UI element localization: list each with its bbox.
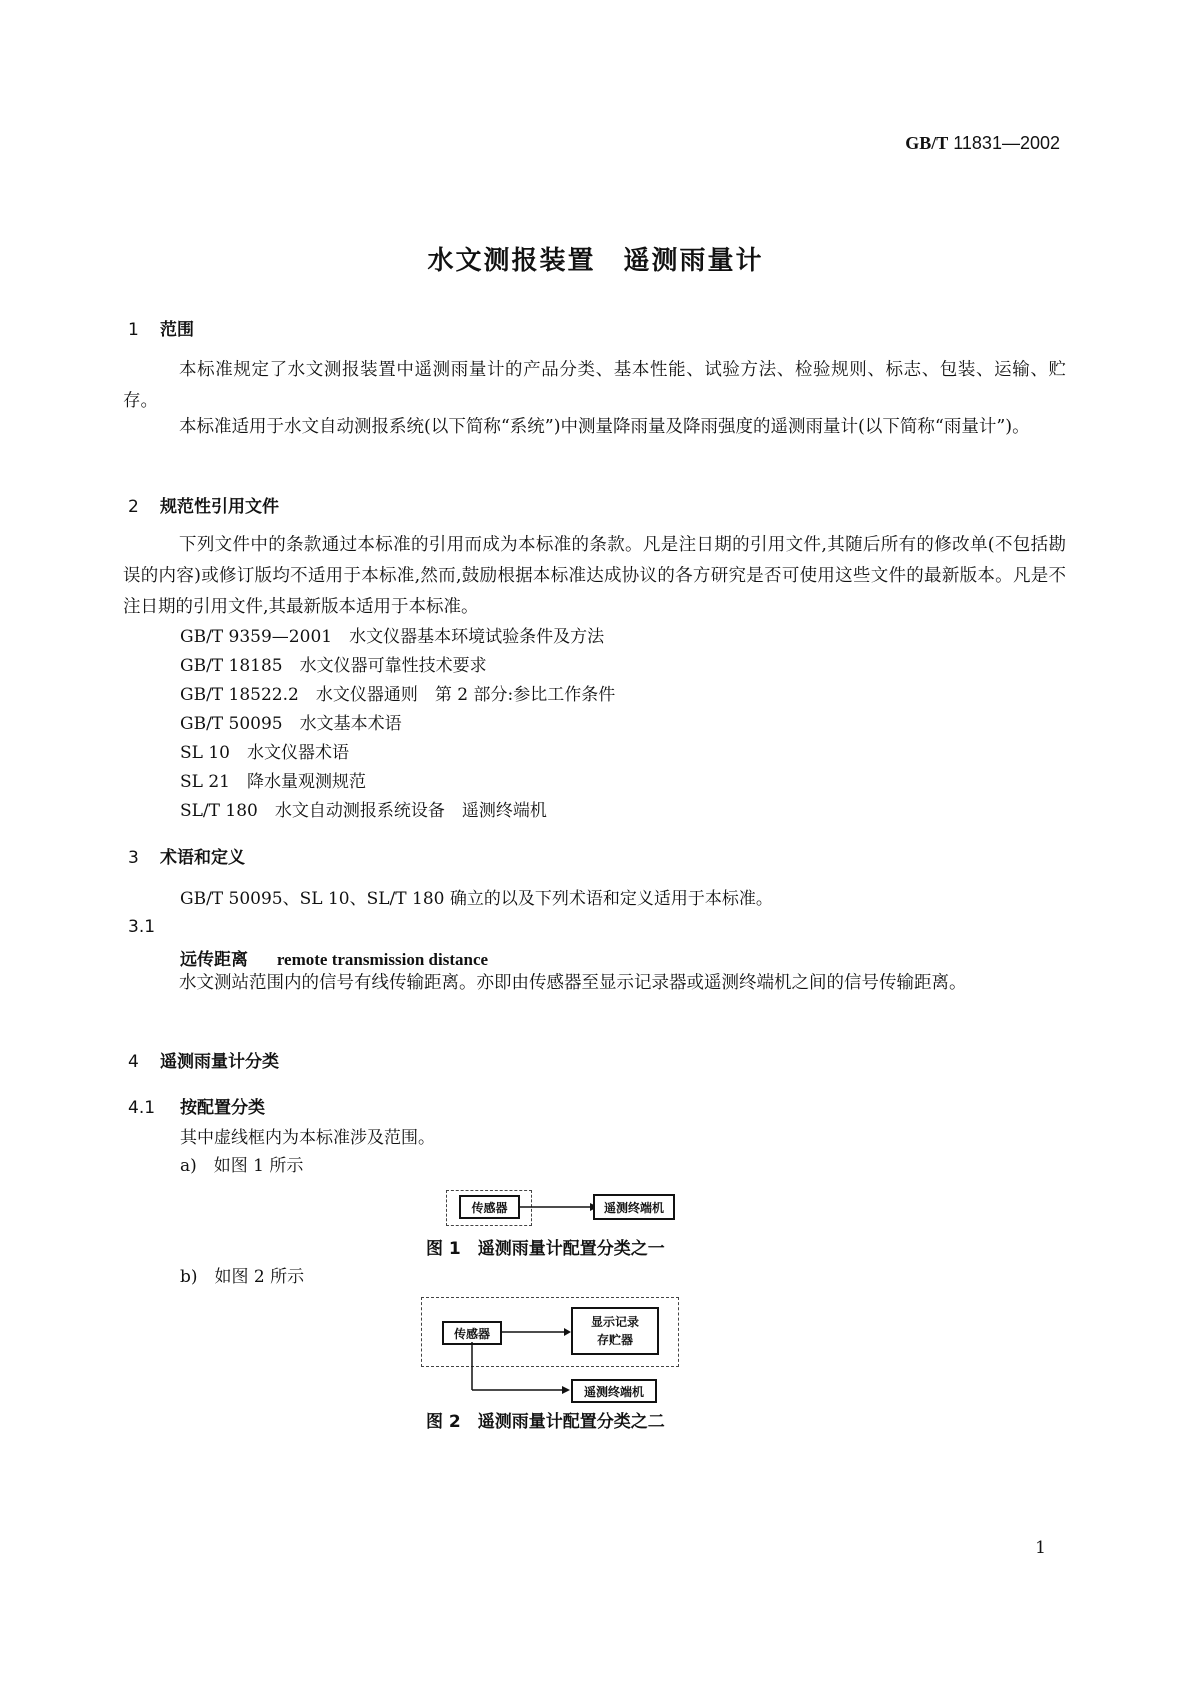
section-number: 2 bbox=[128, 497, 139, 517]
list-item-a: a) 如图 1 所示 bbox=[180, 1156, 304, 1176]
recorder-label-line-2: 存贮器 bbox=[596, 1333, 633, 1347]
page-number: 1 bbox=[1035, 1538, 1046, 1558]
term-definition: 水文测站范围内的信号有线传输距离。亦即由传感器至显示记录器或遥测终端机之间的信号传输距离。 bbox=[179, 973, 967, 993]
section-1-paragraph-2: 本标准适用于水文自动测报系统(以下简称“系统”)中测量降雨量及降雨强度的遥测雨量计(以下简称“雨量计”)。 bbox=[179, 417, 1030, 437]
section-1-paragraph-1: 本标准规定了水文测报装置中遥测雨量计的产品分类、基本性能、试验方法、检验规则、标志、包装、运输、贮存。 bbox=[123, 360, 1066, 411]
section-2-paragraph-1: 下列文件中的条款通过本标准的引用而成为本标准的条款。凡是注日期的引用文件,其随后所有的修改单(不包括勘误的内容)或修订版均不适用于本标准,然而,鼓励根据本标准达成协议的各方研究是否可使用这些文件的最新版本。凡是不注日期的引用文件,其最新版本适用于本标准。 bbox=[123, 535, 1066, 617]
section-number: 4 bbox=[128, 1052, 139, 1072]
terminal-box: 遥测终端机 bbox=[571, 1379, 657, 1403]
list-item-b: b) 如图 2 所示 bbox=[180, 1267, 305, 1287]
figure-2-caption: 图 2 遥测雨量计配置分类之二 bbox=[426, 1412, 665, 1432]
section-3-heading bbox=[128, 843, 245, 868]
terminal-box: 遥测终端机 bbox=[593, 1194, 675, 1220]
sensor-box: 传感器 bbox=[459, 1195, 520, 1219]
section-title: 遥测雨量计分类 bbox=[160, 1052, 279, 1072]
standard-prefix: GB/T bbox=[905, 133, 949, 153]
subsection-title: 按配置分类 bbox=[180, 1098, 265, 1118]
figure-1-caption: 图 1 遥测雨量计配置分类之一 bbox=[426, 1239, 665, 1259]
subsection-3-1-number: 3.1 bbox=[128, 917, 156, 937]
section-2-heading bbox=[128, 492, 279, 517]
reference-item: SL 21 降水量观测规范 bbox=[180, 772, 366, 792]
recorder-box bbox=[571, 1307, 659, 1355]
section-title: 范围 bbox=[160, 320, 194, 340]
standard-number: 11831—2002 bbox=[953, 133, 1060, 153]
section-title: 术语和定义 bbox=[160, 848, 245, 868]
connector-arrow bbox=[518, 1197, 598, 1217]
section-title: 规范性引用文件 bbox=[160, 497, 279, 517]
section-4-heading bbox=[128, 1047, 279, 1072]
term-line bbox=[180, 945, 488, 970]
section-1-heading bbox=[128, 315, 194, 340]
subsection-4-1-heading bbox=[128, 1093, 265, 1118]
reference-item: SL 10 水文仪器术语 bbox=[180, 743, 349, 763]
subsection-number: 4.1 bbox=[128, 1098, 156, 1118]
page-title: 水文测报装置 遥测雨量计 bbox=[427, 246, 764, 276]
term-chinese: 远传距离 bbox=[180, 950, 248, 970]
recorder-label-line-1: 显示记录 bbox=[590, 1315, 639, 1329]
section-4-intro: 其中虚线框内为本标准涉及范围。 bbox=[180, 1128, 435, 1148]
reference-item: GB/T 18522.2 水文仪器通则 第 2 部分:参比工作条件 bbox=[180, 685, 616, 705]
standard-code bbox=[905, 133, 1060, 154]
reference-item: GB/T 50095 水文基本术语 bbox=[180, 714, 402, 734]
sensor-box: 传感器 bbox=[442, 1321, 502, 1345]
reference-item: SL/T 180 水文自动测报系统设备 遥测终端机 bbox=[180, 801, 547, 821]
reference-item: GB/T 18185 水文仪器可靠性技术要求 bbox=[180, 656, 487, 676]
connector-arrows bbox=[470, 1322, 580, 1398]
section-3-paragraph-1: GB/T 50095、SL 10、SL/T 180 确立的以及下列术语和定义适用于本标准。 bbox=[180, 889, 773, 909]
section-number: 1 bbox=[128, 320, 139, 340]
term-english: remote transmission distance bbox=[276, 950, 489, 969]
section-number: 3 bbox=[128, 848, 139, 868]
reference-item: GB/T 9359—2001 水文仪器基本环境试验条件及方法 bbox=[180, 627, 605, 647]
